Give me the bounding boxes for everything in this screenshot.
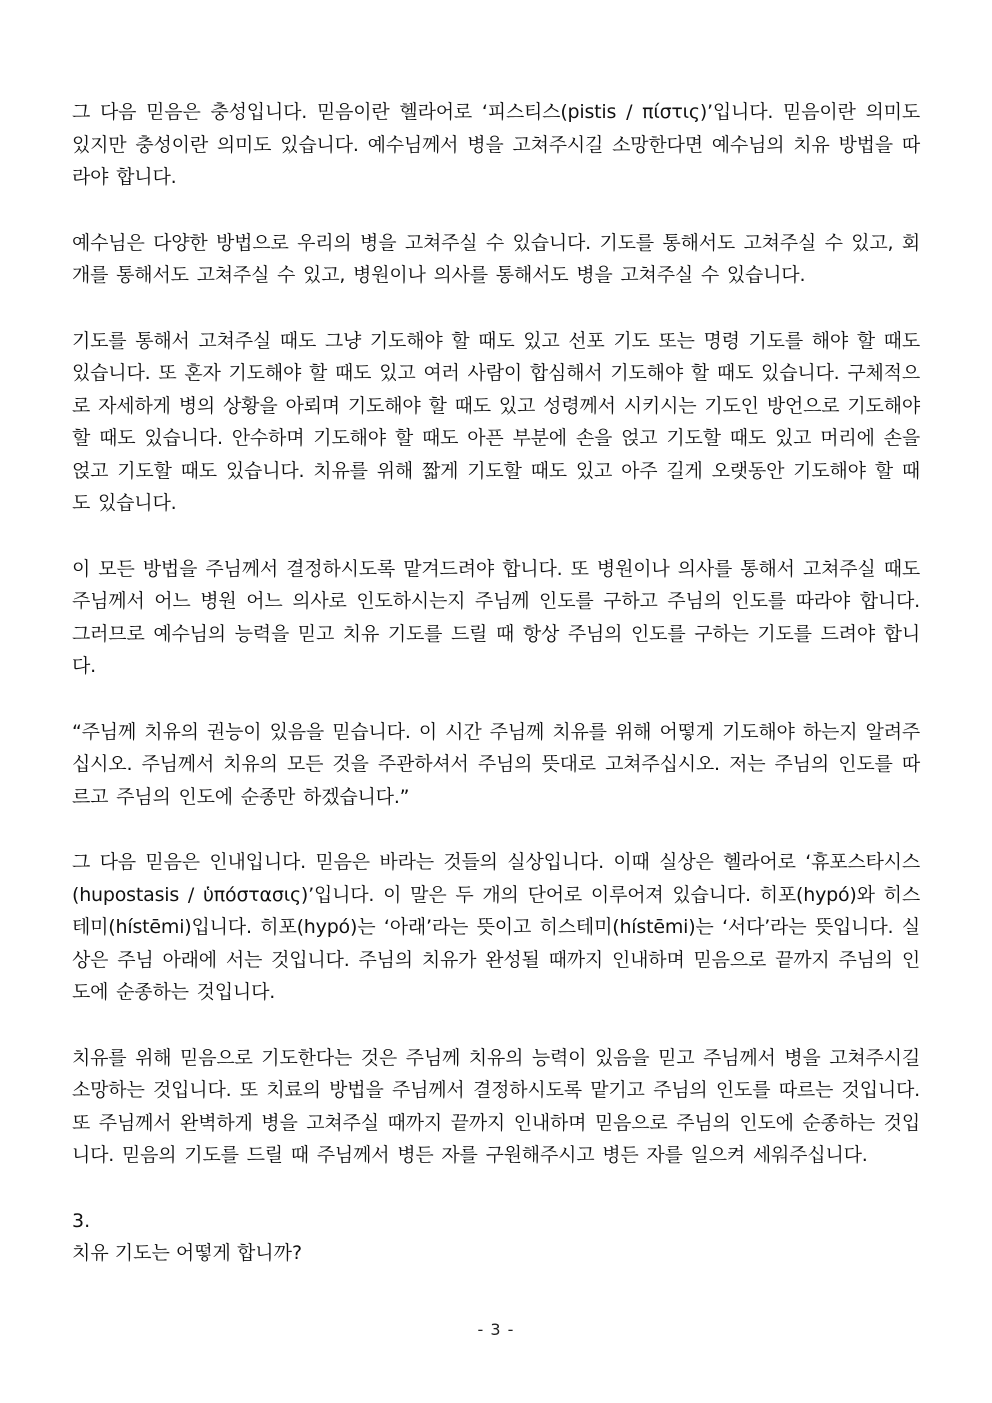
section-title: 치유 기도는 어떻게 합니까? bbox=[72, 1242, 303, 1264]
paragraph-perseverance: 그 다음 믿음은 인내입니다. 믿음은 바라는 것들의 실상입니다. 이때 실상은 헬라어로 ‘휴포스타시스(hupostasis / ὑπόστασις)’입니다. 이 말은 두 개의 단어로 이루어져 있습니다. 히포(hypó)와 히스테미(hístēmi)입니다. 히포(hypó)는 ‘아래’라는 뜻이고 히스테미(hístēmi)는 ‘서다’라는 뜻입니다. 실상은 주님 아래에 서는 것입니다. 주님의 치유가 완성될 때까지 인내하며 믿음으로 끝까지 주님의 인도에 순종하는 것입니다. bbox=[72, 851, 920, 1003]
paragraph-healing-methods: 예수님은 다양한 방법으로 우리의 병을 고쳐주실 수 있습니다. 기도를 통해서도 고쳐주실 수 있고, 회개를 통해서도 고쳐주실 수 있고, 병원이나 의사를 통해서도 병을 고쳐주실 수 있습니다. bbox=[72, 231, 920, 286]
paragraph-faithfulness: 그 다음 믿음은 충성입니다. 믿음이란 헬라어로 ‘피스티스(pistis / πίστις)’입니다. 믿음이란 의미도 있지만 충성이란 의미도 있습니다. 예수님께서 병을 고쳐주시길 소망한다면 예수님의 치유 방법을 따라야 합니다. bbox=[72, 101, 920, 188]
paragraph-prayer-quote: “주님께 치유의 권능이 있음을 믿습니다. 이 시간 주님께 치유를 위해 어떻게 기도해야 하는지 알려주십시오. 주님께서 치유의 모든 것을 주관하셔서 주님의 뜻대로 고쳐주십시오. 저는 주님의 인도를 따르고 주님의 인도에 순종만 하겠습니다.” bbox=[72, 720, 920, 808]
paragraph-entrust-to-lord: 이 모든 방법을 주님께서 결정하시도록 맡겨드려야 합니다. 또 병원이나 의사를 통해서 고쳐주실 때도 주님께서 어느 병원 어느 의사로 인도하시는지 주님께 인도를 구하고 주님의 인도를 따라야 합니다. 그러므로 예수님의 능력을 믿고 치유 기도를 드릴 때 항상 주님의 인도를 구하는 기도를 드려야 합니다. bbox=[72, 557, 920, 677]
section-number: 3. bbox=[72, 1209, 91, 1232]
paragraph-prayer-types: 기도를 통해서 고쳐주실 때도 그냥 기도해야 할 때도 있고 선포 기도 또는 명령 기도를 해야 할 때도 있습니다. 또 혼자 기도해야 할 때도 있고 여러 사람이 합심해서 기도해야 할 때도 있습니다. 구체적으로 자세하게 병의 상황을 아뢰며 기도해야 할 때도 있고 성령께서 시키시는 기도인 방언으로 기도해야 할 때도 있습니다. 안수하며 기도해야 할 때도 아픈 부분에 손을 얹고 기도할 때도 있고 머리에 손을 얹고 기도할 때도 있습니다. 치유를 위해 짧게 기도할 때도 있고 아주 길게 오랫동안 기도해야 할 때도 있습니다. bbox=[72, 329, 920, 514]
document-body bbox=[72, 96, 920, 1270]
paragraph-summary: 치유를 위해 믿음으로 기도한다는 것은 주님께 치유의 능력이 있음을 믿고 주님께서 병을 고쳐주시길 소망하는 것입니다. 또 치료의 방법을 주님께서 결정하시도록 맡기고 주님의 인도를 따르는 것입니다. 또 주님께서 완벽하게 병을 고쳐주실 때까지 끝까지 인내하며 믿음으로 주님의 인도에 순종하는 것입니다. 믿음의 기도를 드릴 때 주님께서 병든 자를 구원해주시고 병든 자를 일으켜 세워주십니다. bbox=[72, 1046, 920, 1166]
page-number: - 3 - bbox=[477, 1320, 515, 1339]
